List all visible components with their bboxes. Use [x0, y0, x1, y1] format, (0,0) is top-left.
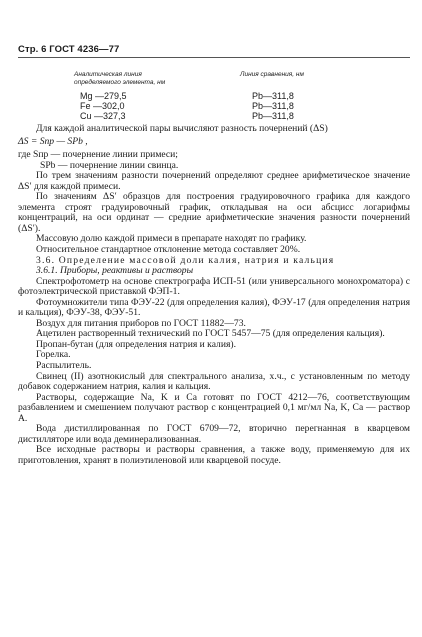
- definition: где Sпр — почернение линии примеси;: [18, 149, 178, 161]
- table-cell: Pb—311,8: [252, 91, 294, 101]
- paragraph: Все исходные растворы и растворы сравнения, а также воду, применяемую для их приготовления, хранят в полиэтиленовой или кварцевой посуде.: [18, 444, 410, 466]
- paragraph: Ацетилен растворенный технический по ГОСТ 5457—75 (для определения кальция).: [36, 328, 385, 340]
- table-header-line: определяемого элемента, нм: [74, 78, 166, 86]
- table-cell: Pb—311,8: [252, 101, 294, 111]
- paragraph: По значениям ΔS′ образцов для построения градуировочного графика для каждого элемента строят градуировочный график, откладывая на оси абсцисс логарифмы концентраций, на оси ординат — средние арифметические значения разности почернений (ΔS′).: [18, 191, 410, 234]
- table-cell: Fe —302,0: [80, 101, 125, 111]
- subsection-heading: 3.6.1. Приборы, реактивы и растворы: [36, 265, 194, 277]
- paragraph: Для каждой аналитической пары вычисляют разность почернений (ΔS): [36, 123, 328, 134]
- page-header: Стр. 6 ГОСТ 4236—77: [18, 44, 120, 55]
- paragraph: Массовую долю каждой примеси в препарате находят по графику.: [36, 233, 307, 245]
- formula: ΔS = Sпр — SPb ,: [18, 135, 88, 147]
- paragraph: Относительное стандартное отклонение метода составляет 20%.: [36, 244, 301, 256]
- paragraph: Вода дистиллированная по ГОСТ 6709—72, вторично перегнанная в кварцевом дистилляторе или вода деминерализованная.: [18, 423, 410, 445]
- header-rule: [18, 57, 410, 58]
- section-heading: 3.6. Определение массовой доли калия, натрия и кальция: [36, 254, 335, 266]
- paragraph: По трем значениям разности почернений определяют среднее арифметическое значение ΔS′ для каждой примеси.: [18, 170, 410, 192]
- paragraph: Пропан-бутан (для определения натрия и калия).: [36, 338, 236, 350]
- table-cell: Mg —279,5: [80, 91, 127, 101]
- paragraph: Распылитель.: [36, 360, 92, 372]
- table-header-line: Аналитическая линия: [74, 71, 142, 78]
- table-cell: Pb—311,8: [252, 111, 294, 121]
- paragraph: Растворы, содержащие Na, K и Ca готовят по ГОСТ 4212—76, соответствующим разбавлением и смешением получают раствор с концентрацией 0,1 мг/мл Na, K, Ca — раствор А.: [18, 391, 410, 424]
- paragraph: Воздух для питания приборов по ГОСТ 11882—73.: [36, 317, 246, 329]
- table-cell: Cu —327,3: [80, 111, 126, 121]
- paragraph: Горелка.: [36, 349, 71, 361]
- table-header-analytical: [74, 71, 224, 86]
- table-header-comparison: Линия сравнения, нм: [240, 71, 304, 78]
- paragraph: Фотоумножители типа ФЭУ-22 (для определения калия), ФЭУ-17 (для определения натрия и кальция), ФЭУ-38, ФЭУ-51.: [18, 296, 410, 319]
- paragraph: Свинец (II) азотнокислый для спектрального анализа, х.ч., с установленным по методу добавок содержанием натрия, калия и кальция.: [18, 370, 410, 393]
- body-text: [18, 124, 410, 467]
- definition: SPb — почернение линии свинца.: [40, 159, 179, 171]
- paragraph: Спектрофотометр на основе спектрографа ИСП-51 (или универсального монохроматора) с фотоэлектрической приставкой ФЭП-1.: [18, 275, 410, 298]
